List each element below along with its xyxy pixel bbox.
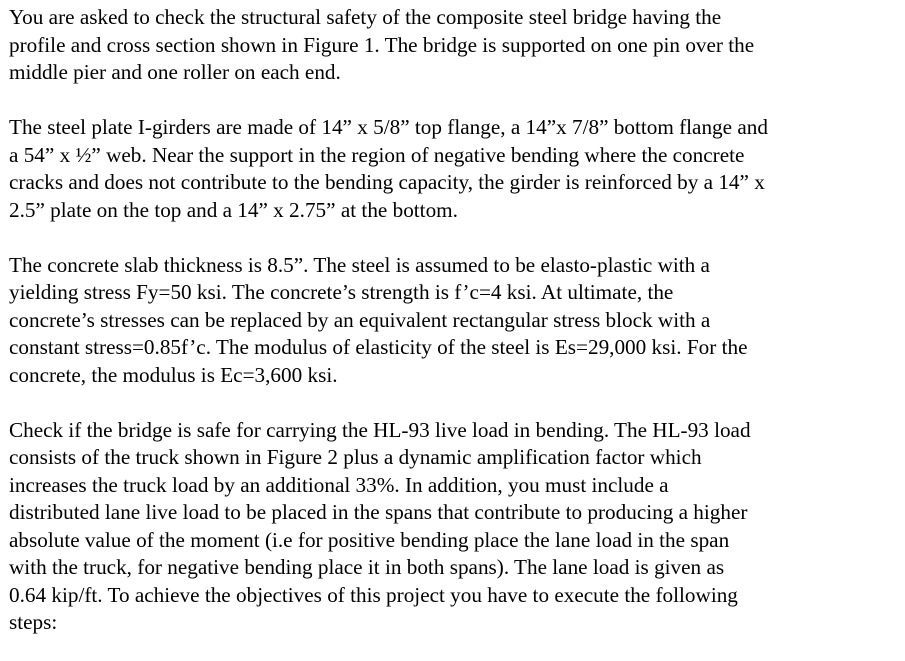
text-line: absolute value of the moment (i.e for positive bending place the lane load in the span — [9, 527, 730, 552]
paragraph-spacer — [9, 389, 899, 417]
text-line: concrete’s stresses can be replaced by an equivalent rectangular stress block with a — [9, 307, 711, 332]
text-line: 2.5” plate on the top and a 14” x 2.75” at the bottom. — [9, 197, 458, 222]
text-line: profile and cross section shown in Figure 1. The bridge is supported on one pin over the — [9, 32, 755, 57]
paragraph-loading — [9, 417, 899, 637]
text-line: steps: — [9, 610, 58, 634]
text-line: concrete, the modulus is Ec=3,600 ksi. — [9, 362, 338, 387]
text-line: constant stress=0.85f’c. The modulus of elasticity of the steel is Es=29,000 ksi. For the — [9, 335, 748, 359]
text-line: with the truck, for negative bending place it in both spans). The lane load is given as — [9, 555, 725, 579]
text-line: consists of the truck shown in Figure 2 plus a dynamic amplification factor which — [9, 445, 702, 469]
text-line: 0.64 kip/ft. To achieve the objectives of this project you have to execute the following — [9, 582, 738, 607]
paragraph-girders — [9, 114, 899, 224]
text-line: The concrete slab thickness is 8.5”. The steel is assumed to be elasto-plastic with a — [9, 252, 710, 277]
text-line: middle pier and one roller on each end. — [9, 60, 341, 84]
text-line: cracks and does not contribute to the bending capacity, the girder is reinforced by a 14” x — [9, 170, 765, 194]
paragraph-materials — [9, 252, 899, 390]
text-line: The steel plate I-girders are made of 14” x 5/8” top flange, a 14”x 7/8” bottom flange and — [9, 115, 768, 139]
text-line: You are asked to check the structural safety of the composite steel bridge having the — [9, 5, 722, 29]
paragraph-spacer — [9, 87, 899, 115]
document-body — [9, 4, 899, 637]
text-line: distributed lane live load to be placed in the spans that contribute to producing a higher — [9, 500, 748, 524]
text-line: increases the truck load by an additional 33%. In addition, you must include a — [9, 472, 669, 497]
paragraph-intro — [9, 4, 899, 87]
text-line: yielding stress Fy=50 ksi. The concrete’s strength is f’c=4 ksi. At ultimate, the — [9, 280, 674, 304]
text-line: Check if the bridge is safe for carrying the HL-93 live load in bending. The HL-93 load — [9, 417, 751, 442]
text-line: a 54” x ½” web. Near the support in the region of negative bending where the concrete — [9, 142, 745, 167]
paragraph-spacer — [9, 224, 899, 252]
